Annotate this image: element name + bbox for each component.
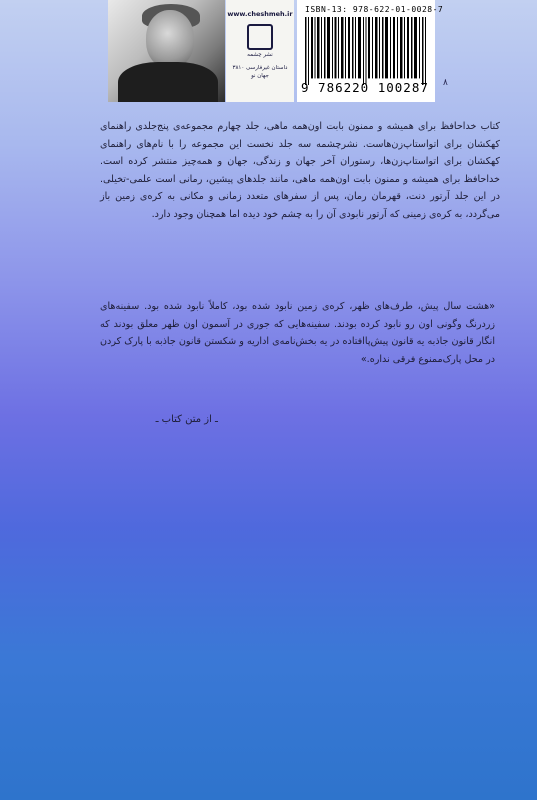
barcode-block bbox=[297, 0, 444, 102]
author-photo-body bbox=[118, 62, 218, 102]
series-line-2: جهان نو bbox=[251, 73, 269, 79]
isbn-label: ISBN-13: 978-622-01-0028-7 bbox=[305, 5, 444, 14]
author-photo-face bbox=[146, 10, 194, 68]
publisher-url[interactable]: www.cheshmeh.ir bbox=[227, 10, 293, 18]
publisher-logo-icon bbox=[247, 24, 273, 50]
corner-mark: ۸ bbox=[443, 78, 448, 88]
series-info bbox=[226, 64, 294, 80]
isbn-number: 9 786220 100287 bbox=[301, 80, 429, 95]
quote-source: ـ از متن کتاب ـ bbox=[155, 414, 218, 425]
barcode-icon bbox=[303, 17, 429, 85]
publisher-brand: نشر چشمه bbox=[247, 52, 273, 58]
book-quote: «هشت سال پیش، طرف‌های ظهر، کره‌ی زمین نابود شده بود، کاملاً نابود شده بود. سفینه‌های زردرنگ وگونی اون رو نابود کرده بودند. سفینه‌هایی که جوری در آسمون اون ظهر معلق بودند که انگار قانون جاذبه یه قانون پیش‌پاافتاده در یه بخش‌نامه‌ی اداریه و شکستن قانون جاذبه با پارک کردن در محل پارک‌ممنوع فرقی نداره.» bbox=[100, 301, 495, 365]
author-photo bbox=[108, 0, 225, 102]
series-line-1: داستان غیرفارسی ۳۸۱۰ bbox=[232, 65, 288, 71]
book-description: کتاب خداحافظ برای همیشه و ممنون بابت اون‌همه ماهی، جلد چهارم مجموعه‌ی پنج‌جلدی راهنمای کهکشان برای اتواستاپ‌زن‌هاست. نشرچشمه سه جلد نخست این مجموعه را با نام‌های راهنمای کهکشان برای اتواستاپ‌زن‌ها، رستوران آخر جهان و زندگی، جهان و همه‌چیز منتشر کرده است. خداحافظ برای همیشه و ممنون بابت اون‌همه ماهی، مانند جلدهای پیشین، رمانی است علمی-تخیلی. در این جلد آرتور دنت، قهرمان رمان، پس از سفرهای متعدد زمانی و مکانی به کره‌ی زمین باز می‌گردد، به کره‌ی زمینی که آرتور نابودی آن را به چشم خود دیده اما همچنان وجود دارد. bbox=[100, 121, 500, 220]
publisher-block bbox=[226, 0, 294, 102]
